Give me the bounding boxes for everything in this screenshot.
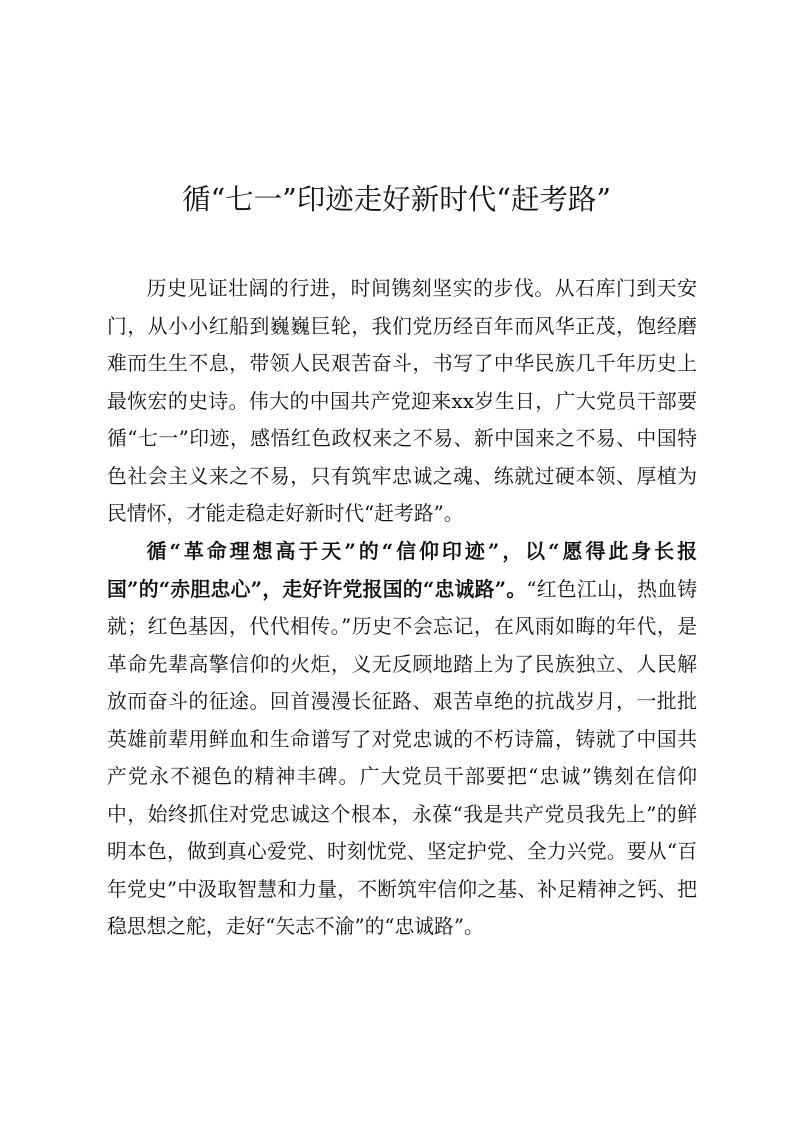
paragraph-1-text: 历史见证壮阔的行进，时间镌刻坚实的步伐。从石库门到天安门，从小小红船到巍巍巨轮，我们党历经百年而风华正茂，饱经磨难而生生不息，带领人民艰苦奋斗，书写了中华民族几千年历史上最恢宏的史诗。伟大的中国共产党迎来xx岁生日，广大党员干部要循“七一”印迹，感悟红色政权来之不易、新中国来之不易、中国特色社会主义来之不易，只有筑牢忠诚之魂、练就过硬本领、厚植为民情怀，才能走稳走好新时代“赶考路”。 xyxy=(107,277,697,525)
document-title: 循“七一”印迹走好新时代“赶考路” xyxy=(182,183,611,216)
paragraph-2-lead: 循“革命理想高于天”的“信仰印迹”，以“愿得此身长报国”的“赤胆忠心”，走好许党报国的“忠诚路”。 xyxy=(107,539,697,601)
paragraph-2-text: “红色江山，热血铸就；红色基因，代代相传。”历史不会忘记，在风雨如晦的年代，是革命先辈高擎信仰的火炬，义无反顾地踏上为了民族独立、人民解放而奋斗的征途。回首漫漫长征路、艰苦卓绝的抗战岁月，一批批英雄前辈用鲜血和生命谱写了对党忠诚的不朽诗篇，铸就了中国共产党永不褪色的精神丰碑。广大党员干部要把“忠诚”镌刻在信仰中，始终抓住对党忠诚这个根本，永葆“我是共产党员我先上”的鲜明本色，做到真心爱党、时刻忧党、坚定护党、全力兴党。要从“百年党史”中汲取智慧和力量，不断筑牢信仰之基、补足精神之钙、把稳思想之舵，走好“矢志不渝”的“忠诚路”。 xyxy=(107,577,697,938)
paragraph-1 xyxy=(107,270,697,533)
paragraph-2 xyxy=(107,533,697,946)
